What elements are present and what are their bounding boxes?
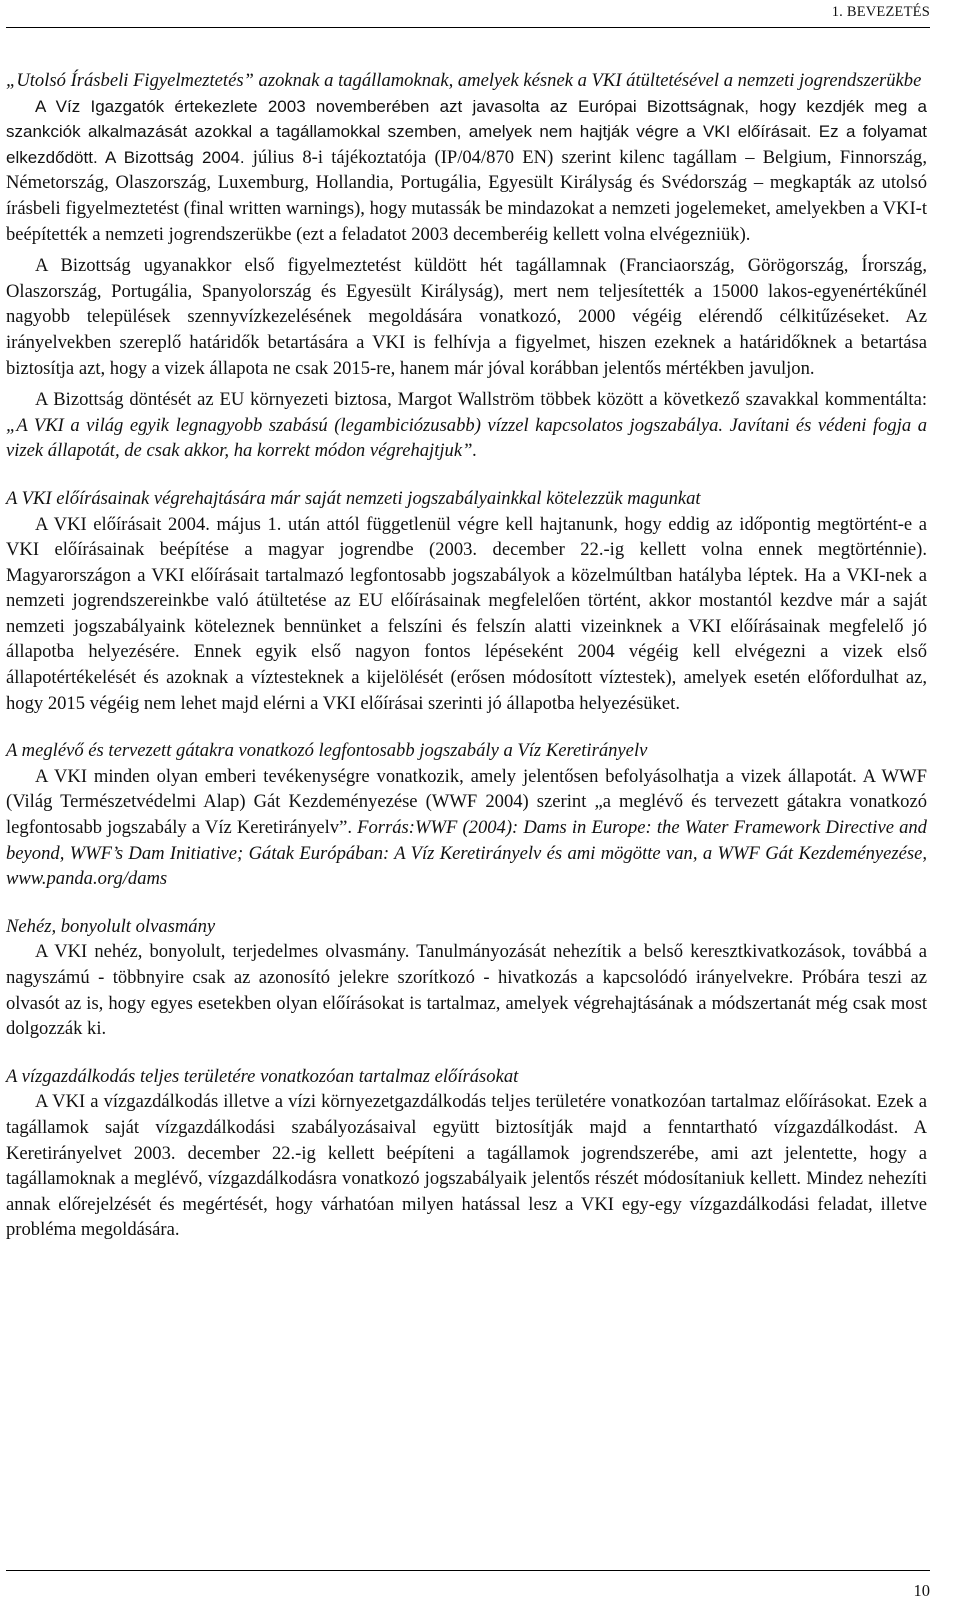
paragraph-dams	[6, 764, 927, 892]
section-heading-final-warning: „Utolsó Írásbeli Figyelmeztetés” azoknak a tagállamoknak, amelyek késnek a VKI átültetésével a nemzeti jogrendszerükbe	[6, 70, 922, 91]
footer-rule	[6, 1570, 930, 1571]
paragraph-serif-part: július 8-i tájékoztatója (IP/04/870 EN) szerint kilenc tagállam ‒ Belgium, Finnország, Németország, Olaszország, Luxemburg, Hollandia, Portugália, Egyesült Királyság és Svédország ‒ megkapták az utolsó írásbeli figyelmeztetést (final written warnings), hogy mutassák be mindazokat a nemzeti jogelemeket, amelyekben a VKI-t beépítették a nemzeti jogrendszerükbe (ezt a feladatot 2003 decemberéig kellett volna elvégezniük).	[6, 146, 927, 245]
paragraph-wallstrom-quote	[6, 387, 927, 464]
dams-source: Forrás:WWF (2004): Dams in Europe: the Water Framework Directive and beyond, WWF’s Dam Initiative; Gátak Európában: A Víz Keretirányelv és ami mögötte van, a WWF Gát Kezdeményezése, www.panda.org/dams	[6, 817, 927, 890]
section-heading-dams: A meglévő és tervezett gátakra vonatkozó legfontosabb jogszabály a Víz Keretirányelv	[6, 740, 648, 762]
paragraph-difficult-reading: A VKI nehéz, bonyolult, terjedelmes olvasmány. Tanulmányozását nehezítik a belső keresztkivatkozások, továbbá a nagyszámú - többnyire csak az azonosító jelekre szorítkozó - hivatkozás a kapcsolódó irányelvekre. Próbára teszi az olvasót az is, hogy egyes esetekben olyan előírásokat is tartalmaz, amelyek végrehajtásának a módszertanát még csak most dolgozzák ki.	[6, 941, 927, 1040]
running-header: 1. BEVEZETÉS	[831, 4, 930, 20]
paragraph-sans-part: A Víz Igazgatók értekezlete 2003 novemberében azt javasolta az Európai Bizottságnak, hogy kezdjék meg a szankciók alkalmazását azokkal a tagállamokkal szemben, amelyek nem hajtják végre a VKI előírásait. Ez a folyamat elkezdődött. A Bizottság 2004.	[6, 96, 927, 167]
quote-intro: A Bizottság döntését az EU környezeti biztosa, Margot Wallström többek között a következő szavakkal kommentálta:	[35, 389, 927, 411]
page-content	[6, 68, 927, 1243]
dams-text: A VKI minden olyan emberi tevékenységre vonatkozik, amely jelentősen befolyásolhatja a vizek állapotát. A WWF (Világ Természetvédelmi Alap) Gát Kezdeményezése (WWF 2004) szerint „a meglévő és tervezett gátakra vonatkozó legfontosabb jogszabály a Víz Keretirányelv”.	[6, 765, 927, 839]
paragraph-first-warning: A Bizottság ugyanakkor első figyelmeztetést küldött hét tagállamnak (Franciaország, Görögország, Írország, Olaszország, Portugália, Spanyolország és Egyesült Királyság), mert nem teljesítették a 15000 lakos-egyenértékűnél nagyobb települések szennyvízkezelésének megoldására vonatkozó, 2000 végéig elérendő célkitűzéseket. Az irányelvekben szereplő határidők betartására a VKI is felhívja a figyelmet, hiszen ezeknek a határidőknek a betartása biztosítja azt, hogy a vizek állapota ne csak 2015-re, hanem már jóval korábban jelentős mértékben javuljon.	[6, 255, 927, 379]
section-heading-national-law: A VKI előírásainak végrehajtására már saját nemzeti jogszabályainkkal kötelezzük magunkat	[6, 487, 701, 509]
paragraph-water-directors	[6, 94, 927, 248]
section-heading-water-management: A vízgazdálkodás teljes területére vonatkozóan tartalmaz előírásokat	[6, 1065, 519, 1087]
section-heading-difficult-reading: Nehéz, bonyolult olvasmány	[6, 915, 216, 937]
header-rule	[6, 27, 930, 28]
paragraph-water-management: A VKI a vízgazdálkodás illetve a vízi környezetgazdálkodás teljes területére vonatkozóan tartalmaz előírásokat. Ezek a tagállamok saját vízgazdálkodási szabályozásaival együtt biztosítják majd a fenntartható vízgazdálkodást. A Keretirányelvet 2003. december 22.-ig kellett beépíteni a tagállamok jogrendszerébe, ami azt jelentette, hogy a tagállamoknak a meglévő, vízgazdálkodásra vonatkozó jogszabályaik jelentős részét módosítaniuk kellett. Mindez nehezíti annak előrejelzését és megértését, hogy várhatóan milyen hatással lesz a VKI egy-egy vízgazdálkodási feladat, illetve probléma megoldására.	[6, 1091, 927, 1241]
quote-text: „A VKI a világ egyik legnagyobb szabású (legambiciózusabb) vízzel kapcsolatos jogszabálya. Javítani és védeni fogja a vizek állapotát, de csak akkor, ha korrekt módon végrehajtjuk”.	[6, 414, 927, 462]
paragraph-national-law: A VKI előírásait 2004. május 1. után attól függetlenül végre kell hajtanunk, hogy eddig az időpontig megtörtént-e a VKI előírásainak beépítése a magyar jogrendbe (2003. december 22.-ig kellett volna ennek megtörténnie). Magyarországon a VKI előírásait tartalmazó legfontosabb jogszabályok a közelmúltban hatályba léptek. Ha a VKI-nek a nemzeti jogrendszereinkbe való átültetése az EU előírásainak megfelelően történt, akkor mostantól kezdve már a saját nemzeti jogszabályaink köteleznek bennünket a felszíni és felszín alatti vizeinknek a VKI előírásainak megfelelő jó állapotba helyezésére. Ennek egyik első nagyon fontos lépéseként 2004 végéig kell elvégezni a vizek első állapotértékelését és azoknak a víztesteknek a kijelölését (erősen módosított víztestek), amelyek esetén előfordulhat az, hogy 2015 végéig nem lehet majd elérni a VKI előírásai szerinti jó állapotba helyezésüket.	[6, 513, 927, 714]
page-number: 10	[913, 1581, 930, 1600]
